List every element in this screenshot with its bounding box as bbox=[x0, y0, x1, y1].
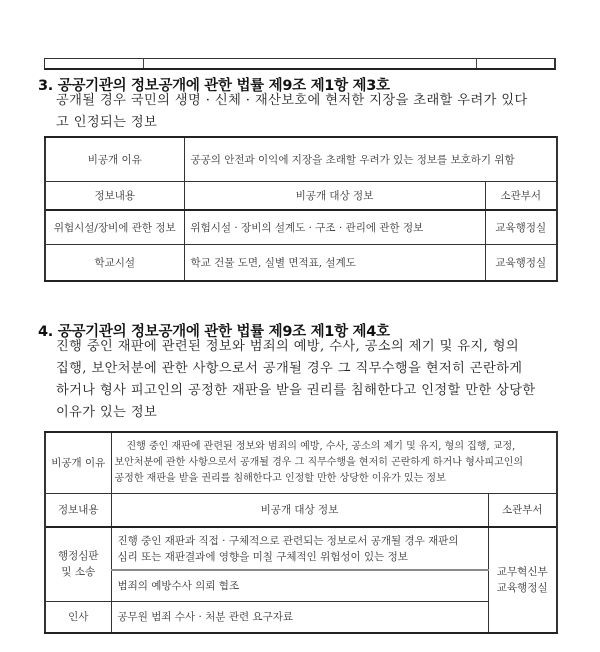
header-content: 정보내용 bbox=[45, 493, 111, 527]
row-dept bbox=[488, 527, 557, 633]
row-dept: 교육행정실 bbox=[485, 210, 557, 244]
row-content: 학교시설 bbox=[45, 244, 184, 281]
reason-row bbox=[45, 432, 557, 493]
header-row bbox=[45, 181, 557, 210]
reason-line: 진행 중인 재판에 관련된 정보와 범죄의 예방, 수사, 공소의 제기 및 유지, 형의 집행, 교정, bbox=[126, 440, 516, 452]
row-target bbox=[111, 527, 488, 570]
description-line: 진행 중인 재판에 관련된 정보와 범죄의 예방, 수사, 공소의 제기 및 유지, 형의 bbox=[56, 339, 520, 354]
description-line: 집행, 보안처분에 관한 사항으로서 공개될 경우 그 직무수행을 현저히 곤란하게 bbox=[56, 361, 523, 376]
header-dept: 소관부서 bbox=[488, 493, 557, 527]
reason-line: 공정한 재판을 받을 권리를 침해한다고 인정할 만한 상당한 이유가 있는 정보 bbox=[114, 472, 446, 484]
section3-heading: 3. 공공기관의 정보공개에 관한 법률 제9조 제1항 제3호 bbox=[38, 78, 390, 94]
header-content: 정보내용 bbox=[45, 181, 184, 210]
group-label-line: 및 소송 bbox=[61, 566, 96, 579]
description-line: 공개될 경우 국민의 생명 · 신체 · 재산보호에 현저한 지장을 초래할 우려가 있다 bbox=[56, 93, 528, 108]
row-content: 위험시설/장비에 관한 정보 bbox=[45, 210, 184, 244]
section4-table bbox=[44, 431, 558, 634]
description-line: 하거나 형사 피고인의 공정한 재판을 받을 권리를 침해한다고 인정할 만한 상당한 bbox=[56, 383, 536, 398]
description-line: 고 인정되는 정보 bbox=[56, 115, 158, 130]
header-target: 비공개 대상 정보 bbox=[111, 493, 488, 527]
table-row bbox=[45, 244, 557, 281]
section4-heading: 4. 공공기관의 정보공개에 관한 법률 제9조 제1항 제4호 bbox=[38, 324, 390, 340]
table-row bbox=[45, 601, 557, 633]
reason-text: 공공의 안전과 이익에 지장을 초래할 우려가 있는 정보를 보호하기 위함 bbox=[184, 137, 557, 181]
table-row bbox=[45, 210, 557, 244]
group-label-personnel: 인사 bbox=[45, 601, 111, 633]
target-line: 심리 또는 재판결과에 영향을 미칠 구체적인 위험성이 있는 정보 bbox=[117, 550, 408, 563]
reason-text bbox=[111, 432, 557, 493]
group-label-line: 행정심판 bbox=[57, 550, 99, 563]
previous-table-fragment bbox=[44, 58, 556, 70]
row-target: 범죄의 예방수사 의뢰 협조 bbox=[111, 570, 488, 601]
dept-line: 교무혁신부 bbox=[496, 566, 548, 578]
section3-table bbox=[44, 136, 558, 282]
table-row bbox=[45, 570, 557, 601]
table-row bbox=[45, 527, 557, 570]
row-dept: 교육행정실 bbox=[485, 244, 557, 281]
row-target: 공무원 범죄 수사 · 처분 관련 요구자료 bbox=[111, 601, 488, 633]
header-target: 비공개 대상 정보 bbox=[184, 181, 485, 210]
section4-description bbox=[56, 336, 568, 424]
column-divider bbox=[476, 59, 477, 68]
reason-row bbox=[45, 137, 557, 181]
header-dept: 소관부서 bbox=[485, 181, 557, 210]
row-target: 위험시설 · 장비의 설계도 · 구조 · 관리에 관한 정보 bbox=[184, 210, 485, 244]
reason-label: 비공개 이유 bbox=[45, 137, 184, 181]
header-row bbox=[45, 493, 557, 527]
reason-label: 비공개 이유 bbox=[45, 432, 111, 493]
section3-description bbox=[56, 90, 568, 134]
group-label-litigation bbox=[45, 527, 111, 601]
column-divider bbox=[143, 59, 144, 68]
dept-line: 교육행정실 bbox=[496, 582, 548, 594]
row-target: 학교 건물 도면, 실별 면적표, 설계도 bbox=[184, 244, 485, 281]
target-line: 진행 중인 재판과 직접 · 구체적으로 관련되는 정보로서 공개될 경우 재판의 bbox=[117, 534, 459, 547]
reason-line: 보안처분에 관한 사항으로서 공개될 경우 그 직무수행을 현저히 곤란하게 하거나 형사피고인의 bbox=[114, 456, 524, 468]
description-line: 이유가 있는 정보 bbox=[56, 405, 158, 420]
